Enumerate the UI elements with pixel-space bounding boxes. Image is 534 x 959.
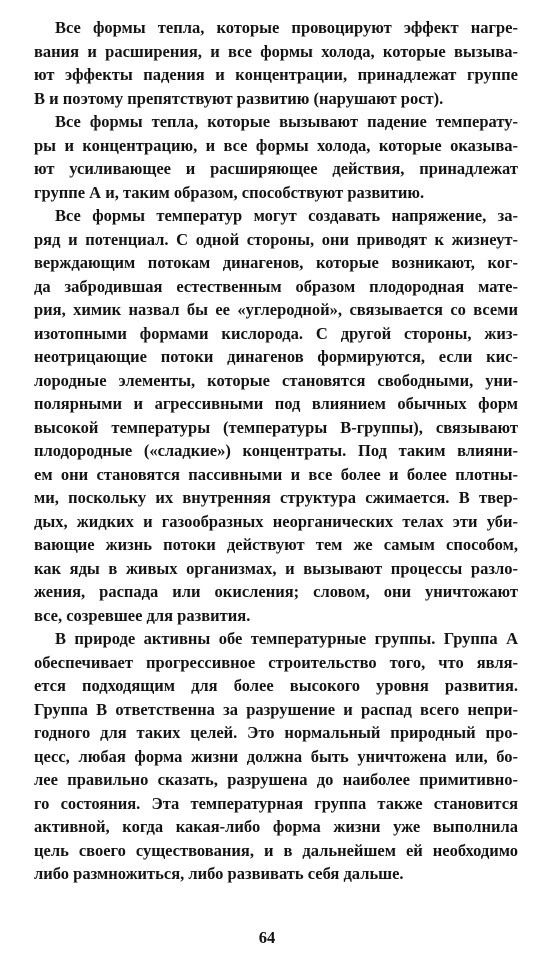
text-line: вания и расширения, и все формы холода, которые вызыва- bbox=[34, 41, 518, 61]
text-line: неотрицающие потоки динагенов формируются, если кис- bbox=[34, 347, 518, 366]
text-line: вающие жизнь потоки действуют тем же самым способом, bbox=[34, 535, 518, 554]
text-line: полярными и агрессивными под влиянием обычных форм bbox=[34, 394, 518, 413]
text-line: активной, когда какая-либо форма жизни уже выполнила bbox=[34, 817, 518, 836]
text-line: высокой температуры (температуры В-группы), связывают bbox=[34, 417, 518, 437]
text-line: Все формы тепла, которые провоцируют эффект нагре- bbox=[55, 18, 518, 37]
text-line: В природе активны обе температурные группы. Группа А bbox=[55, 629, 518, 648]
text-line: В и поэтому препятствуют развитию (нарушают рост). bbox=[34, 88, 444, 108]
text-line: либо размножиться, либо развивать себя дальше. bbox=[34, 864, 404, 883]
text-line: цесс, любая форма жизни должна быть уничтожена или, бо- bbox=[34, 746, 518, 766]
text-line: обеспечивает прогрессивное строительство того, что явля- bbox=[34, 652, 518, 672]
paragraph-3 bbox=[34, 204, 518, 627]
text-line: ют эффекты падения и концентрации, принадлежат группе bbox=[34, 65, 518, 84]
text-line: ры и концентрацию, и все формы холода, которые оказыва- bbox=[34, 135, 518, 155]
text-line: лородные элементы, которые становятся свободными, уни- bbox=[34, 370, 518, 390]
body-text bbox=[34, 16, 518, 886]
text-line: рия, химик назвал бы ее «углеродной», связывается со всеми bbox=[34, 300, 518, 319]
text-line: Группа В ответственна за разрушение и распад всего непри- bbox=[34, 699, 518, 719]
text-line: изотопными формами кислорода. С другой стороны, жиз- bbox=[34, 323, 518, 343]
text-line: группе А и, таким образом, способствуют развитию. bbox=[34, 182, 425, 202]
text-line: го состояния. Эта температурная группа также становится bbox=[34, 793, 518, 813]
text-line: цель своего существования, и в дальнейшем ей необходимо bbox=[34, 840, 518, 860]
text-line: дых, жидких и газообразных неорганических телах эти уби- bbox=[34, 511, 518, 531]
text-line: все, созревшее для развития. bbox=[34, 605, 251, 625]
text-line: верждающим потокам динагенов, которые возникают, ког- bbox=[34, 253, 518, 272]
text-line: плодородные («сладкие») концентраты. Под таким влияни- bbox=[34, 441, 518, 460]
text-line: Все формы тепла, которые вызывают падение температу- bbox=[55, 112, 518, 131]
text-line: ем они становятся пассивными и все более и более плотны- bbox=[34, 464, 518, 484]
text-line: жения, распада или окисления; словом, они уничтожают bbox=[34, 582, 518, 601]
text-line: ми, поскольку их внутренняя структура сжимается. В твер- bbox=[34, 488, 518, 507]
text-line: годного для таких целей. Это нормальный природный про- bbox=[34, 723, 518, 742]
paragraph-4 bbox=[34, 627, 518, 886]
text-line: ют усиливающее и расширяющее действия, принадлежат bbox=[34, 159, 518, 178]
page-number: 64 bbox=[258, 928, 276, 947]
text-line: как яды в живых организмах, и вызывают процессы разло- bbox=[34, 558, 518, 578]
paragraph-1 bbox=[34, 16, 518, 110]
text-line: ется подходящим для более высокого уровня развития. bbox=[34, 676, 518, 695]
text-line: Все формы температур могут создавать напряжение, за- bbox=[55, 206, 518, 225]
paragraph-2 bbox=[34, 110, 518, 204]
text-line: лее правильно сказать, разрушена до наиболее примитивно- bbox=[34, 770, 518, 789]
text-line: ряд и потенциал. С одной стороны, они приводят к жизнеут- bbox=[34, 229, 518, 249]
text-line: да забродившая естественным образом плодородная мате- bbox=[34, 276, 518, 296]
